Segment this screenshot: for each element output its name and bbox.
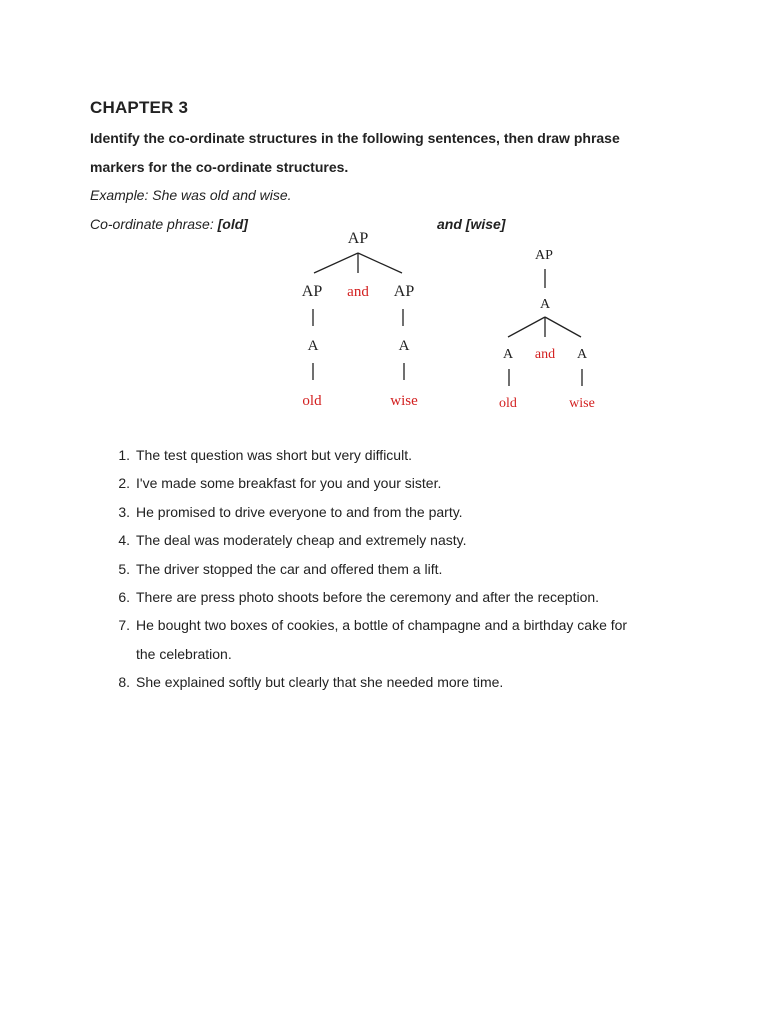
list-item — [118, 583, 736, 611]
tree2-conjunction: and — [534, 347, 556, 362]
sentence-text: He promised to drive everyone to and from the party. — [136, 503, 463, 520]
tree1-conjunction: and — [347, 284, 369, 300]
list-item — [118, 555, 736, 583]
sentence-text: The driver stopped the car and offered them a lift. — [136, 560, 443, 577]
instruction-line-1: Identify the co-ordinate structures in the following sentences, then draw phrase — [90, 130, 620, 146]
tree1-right-node: AP — [393, 283, 415, 300]
list-number: 5. — [118, 560, 130, 577]
tree1-left-mid-node: A — [307, 338, 319, 354]
list-number: 7. — [118, 617, 130, 634]
sentence-text: She explained softly but clearly that she needed more time. — [136, 674, 504, 691]
tree2-branch-right — [545, 317, 581, 337]
coordinate-first-conjunct: [old] — [217, 216, 248, 232]
list-number: 2. — [118, 475, 130, 492]
coordinate-phrase-caption: Co-ordinate phrase: — [90, 216, 214, 232]
list-item — [118, 526, 736, 554]
list-item — [118, 469, 736, 497]
chapter-heading: CHAPTER 3 — [90, 98, 189, 117]
tree1-left-node: AP — [301, 283, 323, 300]
list-number: 1. — [118, 447, 130, 463]
example-sentence: Example: She was old and wise. — [90, 187, 292, 203]
sentence-text-continuation: the celebration. — [136, 645, 232, 662]
tree2-right-node: A — [576, 347, 588, 362]
tree2-right-leaf: wise — [569, 396, 595, 411]
phrase-marker-tree-2 — [490, 240, 615, 418]
tree1-root-node: AP — [347, 230, 369, 247]
tree1-right-mid-node: A — [398, 338, 410, 354]
tree2-mid-node: A — [539, 297, 551, 312]
tree2-root-node: AP — [535, 248, 553, 263]
list-item — [118, 611, 736, 668]
list-item — [118, 498, 736, 526]
sentence-text: The deal was moderately cheap and extremely nasty. — [136, 532, 467, 549]
sentence-text: He bought two boxes of cookies, a bottle of champagne and a birthday cake for — [136, 617, 628, 634]
instruction-line-2: markers for the co-ordinate structures. — [90, 159, 349, 175]
coordinate-second-conjunct — [437, 214, 505, 234]
tree1-right-leaf: wise — [390, 393, 418, 409]
list-item — [118, 441, 736, 469]
sentence-text: There are press photo shoots before the ceremony and after the reception. — [136, 589, 600, 606]
list-number: 8. — [118, 674, 130, 691]
coordinate-phrase-label — [90, 214, 248, 234]
sentence-text: I've made some breakfast for you and your sister. — [136, 475, 442, 492]
list-number: 6. — [118, 589, 130, 606]
sentence-list — [90, 441, 736, 697]
list-item — [118, 668, 736, 696]
phrase-marker-tree-1 — [290, 222, 430, 417]
sentence-text: The test question was short but very difficult. — [136, 447, 412, 463]
tree2-left-leaf: old — [499, 396, 517, 411]
tree1-branch-right — [358, 253, 402, 273]
list-number: 3. — [118, 503, 130, 520]
list-number: 4. — [118, 532, 130, 549]
tree1-left-leaf: old — [302, 393, 322, 409]
tree2-left-node: A — [502, 347, 514, 362]
tree2-branch-left — [508, 317, 545, 337]
coordinate-second-text: and [wise] — [437, 216, 506, 232]
tree1-branch-left — [314, 253, 358, 273]
